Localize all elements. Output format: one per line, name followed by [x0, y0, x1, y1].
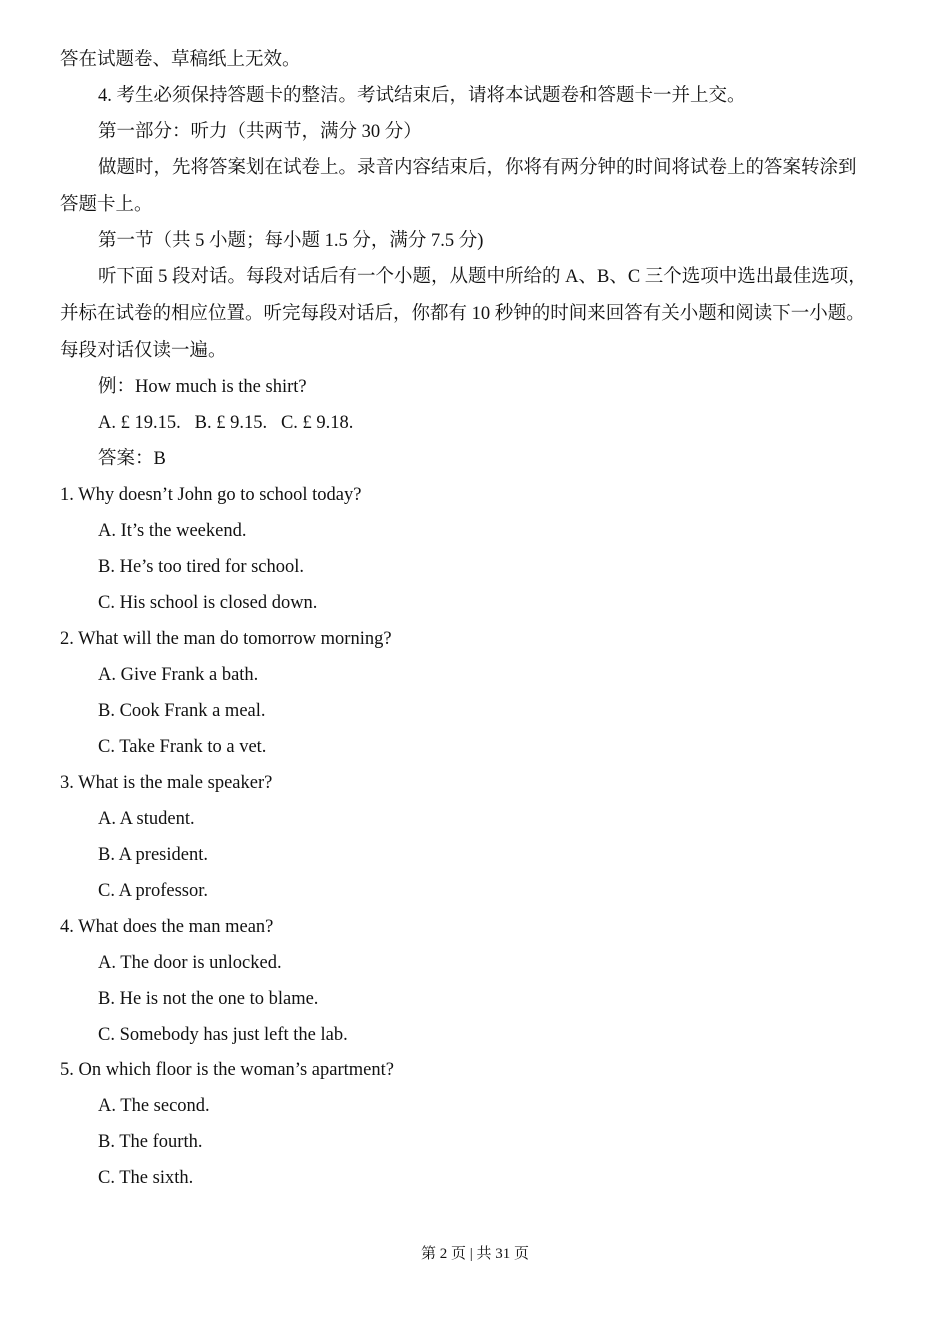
instruction-line: 并标在试卷的相应位置。听完每段对话后，你都有 10 秒钟的时间来回答有关小题和阅读下一小题。 — [60, 304, 865, 324]
section-heading: 第一部分：听力（共两节，满分 30 分） — [98, 122, 422, 142]
question-stem: 4. What does the man mean? — [60, 917, 274, 937]
question-stem: 2. What will the man do tomorrow morning? — [60, 629, 392, 649]
example-options: A. £ 19.15. B. £ 9.15. C. £ 9.18. — [98, 413, 354, 433]
question-option: B. He is not the one to blame. — [98, 989, 319, 1009]
question-option: C. The sixth. — [98, 1168, 194, 1188]
question-option: B. A president. — [98, 845, 208, 865]
question-stem: 5. On which floor is the woman’s apartment? — [60, 1060, 394, 1080]
question-option: B. The fourth. — [98, 1132, 203, 1152]
instruction-line: 答在试题卷、草稿纸上无效。 — [60, 50, 301, 70]
page-footer: 第 2 页 | 共 31 页 — [420, 1246, 529, 1262]
instruction-line: 做题时，先将答案划在试卷上。录音内容结束后，你将有两分钟的时间将试卷上的答案转涂到 — [98, 158, 857, 178]
question-option: A. The door is unlocked. — [98, 953, 282, 973]
question-stem: 1. Why doesn’t John go to school today? — [60, 485, 362, 505]
question-option: B. Cook Frank a meal. — [98, 701, 266, 721]
question-option: B. He’s too tired for school. — [98, 557, 305, 577]
question-option: A. Give Frank a bath. — [98, 665, 259, 685]
example-answer: 答案：B — [98, 449, 166, 469]
example-question: 例：How much is the shirt? — [98, 377, 307, 397]
question-stem: 3. What is the male speaker? — [60, 773, 273, 793]
question-option: C. Take Frank to a vet. — [98, 737, 267, 757]
question-option: C. His school is closed down. — [98, 593, 318, 613]
instruction-line: 每段对话仅读一遍。 — [60, 341, 227, 361]
instruction-line: 4. 考生必须保持答题卡的整洁。考试结束后，请将本试题卷和答题卡一并上交。 — [98, 86, 746, 106]
question-option: C. A professor. — [98, 881, 208, 901]
instruction-line: 听下面 5 段对话。每段对话后有一个小题，从题中所给的 A、B、C 三个选项中选出最佳选项， — [98, 267, 867, 287]
question-option: A. A student. — [98, 809, 195, 829]
question-option: A. The second. — [98, 1096, 210, 1116]
question-option: C. Somebody has just left the lab. — [98, 1025, 348, 1045]
subsection-heading: 第一节（共 5 小题；每小题 1.5 分，满分 7.5 分) — [98, 231, 484, 251]
instruction-line: 答题卡上。 — [60, 195, 153, 215]
question-option: A. It’s the weekend. — [98, 521, 247, 541]
